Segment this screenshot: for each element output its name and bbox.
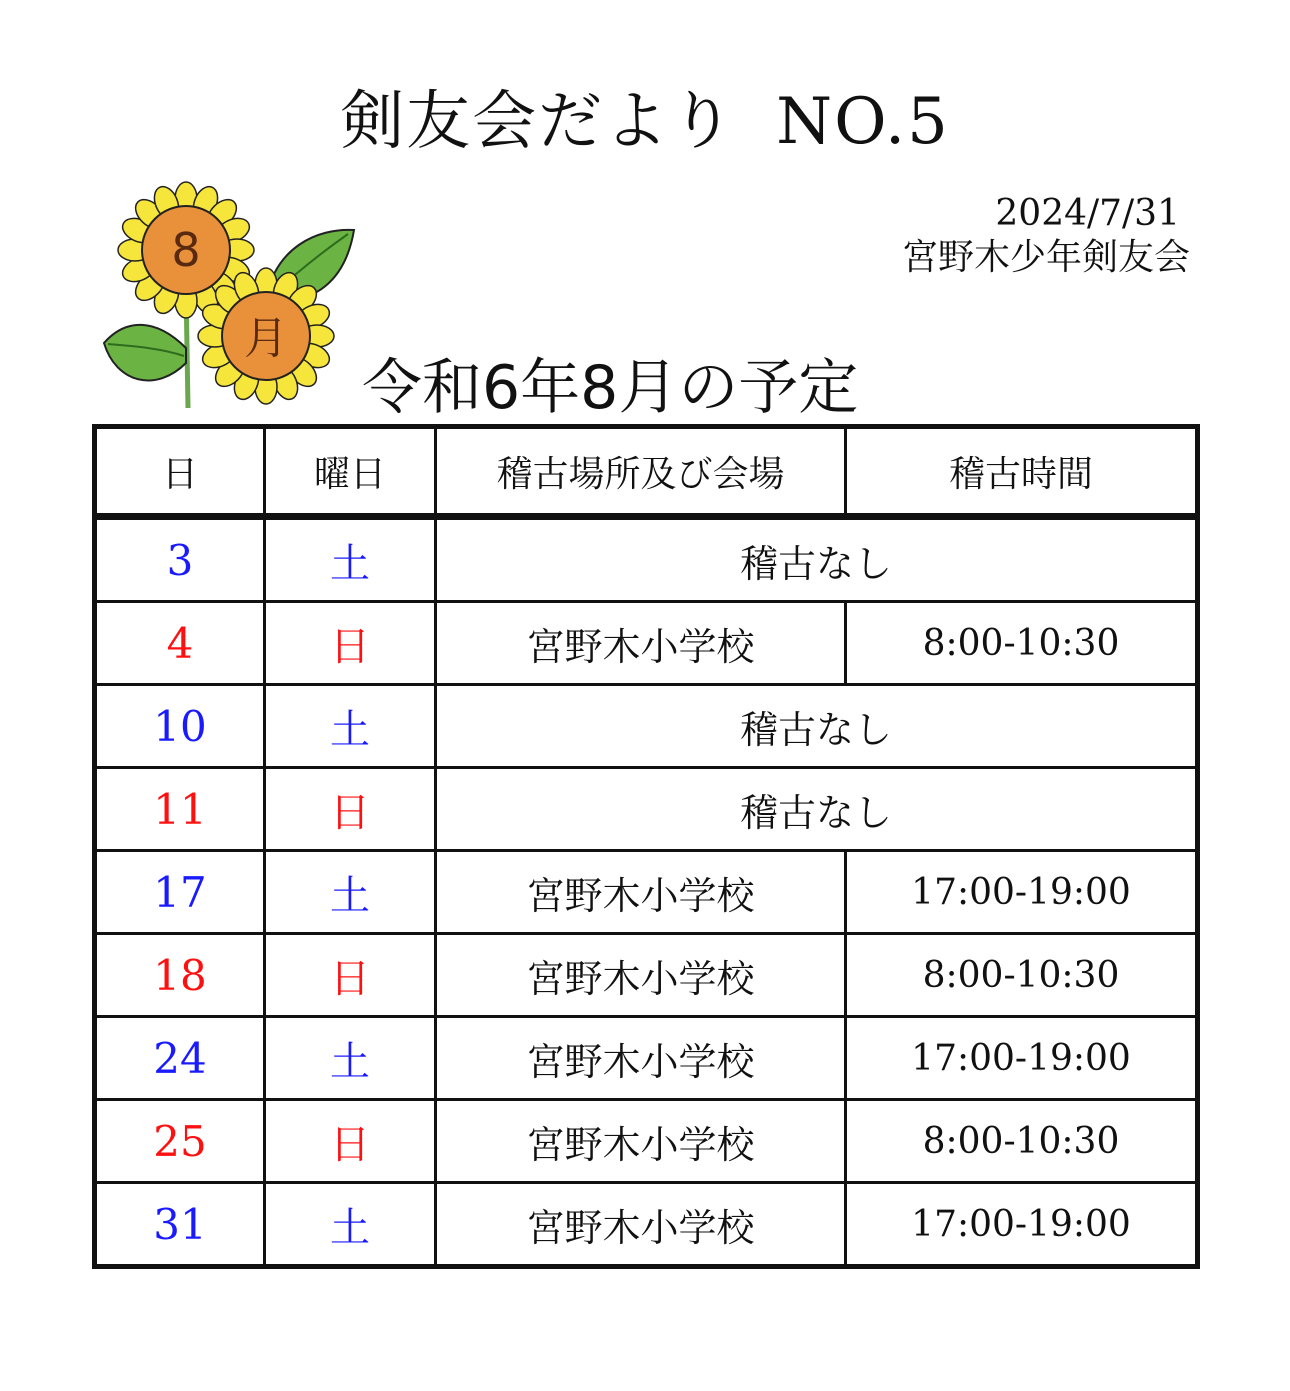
cell-time: 8:00-10:30 xyxy=(846,934,1198,1017)
title-main: 剣友会だより xyxy=(340,85,737,159)
newsletter-title xyxy=(0,70,1290,162)
cell-weekday: 土 xyxy=(265,517,436,602)
table-header-row xyxy=(95,427,1198,517)
issue-date: 2024/7/31 xyxy=(995,193,1180,234)
cell-day: 18 xyxy=(95,934,265,1017)
cell-day: 10 xyxy=(95,685,265,768)
cell-day: 31 xyxy=(95,1183,265,1267)
cell-time: 8:00-10:30 xyxy=(846,1100,1198,1183)
issue-meta xyxy=(902,192,1190,280)
table-row xyxy=(95,768,1198,851)
cell-time: 8:00-10:30 xyxy=(846,602,1198,685)
cell-weekday: 日 xyxy=(265,768,436,851)
table-row xyxy=(95,602,1198,685)
table-row xyxy=(95,517,1198,602)
cell-weekday: 土 xyxy=(265,1017,436,1100)
cell-day: 25 xyxy=(95,1100,265,1183)
cell-no-practice: 稽古なし xyxy=(436,768,1198,851)
cell-day: 17 xyxy=(95,851,265,934)
table-row xyxy=(95,1017,1198,1100)
cell-place: 宮野木小学校 xyxy=(436,934,846,1017)
table-row xyxy=(95,934,1198,1017)
schedule-heading: 令和6年8月の予定 xyxy=(362,353,859,423)
cell-place: 宮野木小学校 xyxy=(436,851,846,934)
cell-weekday: 土 xyxy=(265,851,436,934)
sunflower-illustration xyxy=(96,168,366,418)
cell-no-practice: 稽古なし xyxy=(436,685,1198,768)
cell-time: 17:00-19:00 xyxy=(846,1017,1198,1100)
cell-weekday: 日 xyxy=(265,1100,436,1183)
cell-weekday: 日 xyxy=(265,602,436,685)
organization-name: 宮野木少年剣友会 xyxy=(901,237,1190,278)
cell-day: 24 xyxy=(95,1017,265,1100)
cell-day: 3 xyxy=(95,517,265,602)
header-time: 稽古時間 xyxy=(846,427,1198,517)
table-row xyxy=(95,1183,1198,1267)
table-row xyxy=(95,851,1198,934)
cell-place: 宮野木小学校 xyxy=(436,1100,846,1183)
cell-place: 宮野木小学校 xyxy=(436,1183,846,1267)
table-row xyxy=(95,685,1198,768)
header-weekday: 曜日 xyxy=(265,427,436,517)
header-place: 稽古場所及び会場 xyxy=(436,427,846,517)
title-number: NO.5 xyxy=(776,85,950,159)
badge-month-kanji: 月 xyxy=(244,313,288,364)
cell-day: 11 xyxy=(95,768,265,851)
cell-time: 17:00-19:00 xyxy=(846,1183,1198,1267)
cell-time: 17:00-19:00 xyxy=(846,851,1198,934)
header-day: 日 xyxy=(95,427,265,517)
table-row xyxy=(95,1100,1198,1183)
badge-month-number: 8 xyxy=(171,223,201,277)
cell-weekday: 土 xyxy=(265,685,436,768)
schedule-table xyxy=(92,424,1200,1269)
cell-weekday: 土 xyxy=(265,1183,436,1267)
cell-day: 4 xyxy=(95,602,265,685)
cell-place: 宮野木小学校 xyxy=(436,602,846,685)
cell-weekday: 日 xyxy=(265,934,436,1017)
cell-no-practice: 稽古なし xyxy=(436,517,1198,602)
cell-place: 宮野木小学校 xyxy=(436,1017,846,1100)
